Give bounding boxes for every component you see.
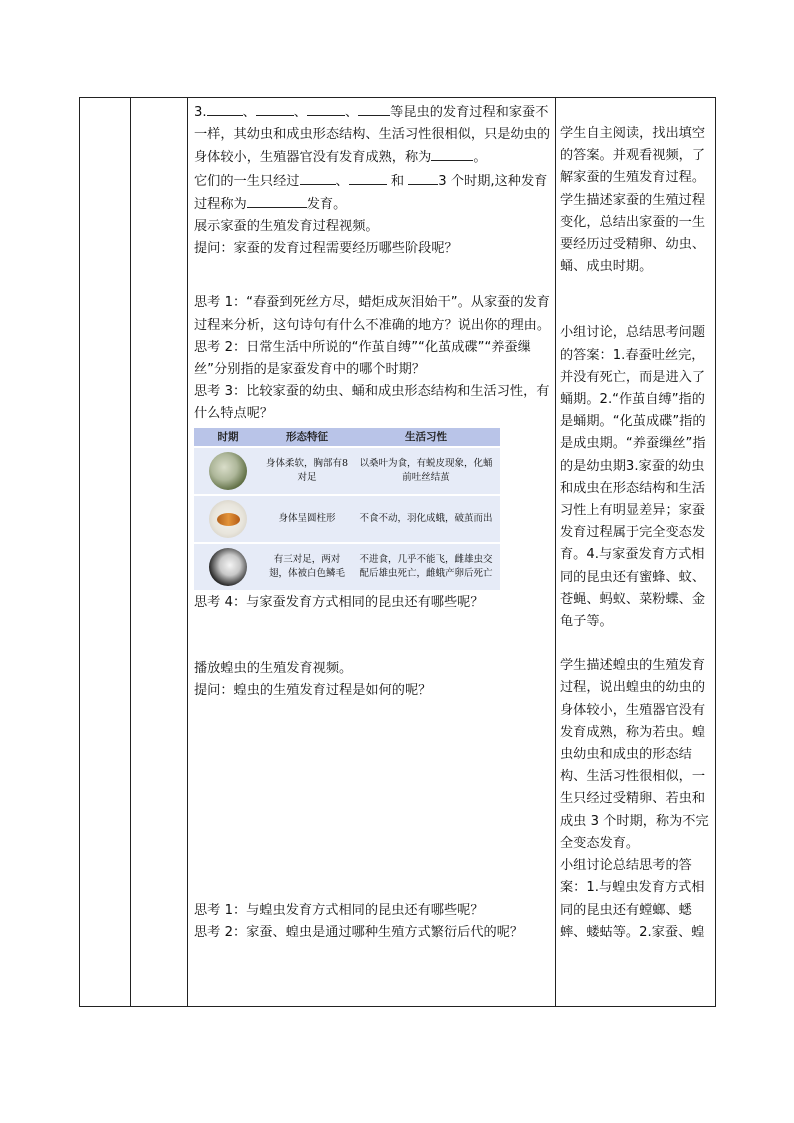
think-1: 思考 1：“春蚕到死丝方尽，蜡炬成灰泪始干”。从家蚕的发育过程来分析，这句诗句有什么不准确的地方？说出你的理由。	[194, 295, 551, 333]
header-habit: 生活习性	[352, 428, 500, 447]
teacher-activity-cell	[188, 98, 556, 1006]
silkworm-stage-table	[194, 428, 500, 590]
student-p2: 学生描述家蚕的生殖过程变化，总结出家蚕的一生要经历过受精卵、幼虫、蛹、成虫时期。	[560, 192, 706, 275]
silkworm-pupa-photo	[209, 500, 247, 538]
lesson-table	[79, 97, 716, 1007]
think-2: 思考 2：日常生活中所说的“作茧自缚”“化茧成碟”“养蚕缫丝”分别指的是家蚕发育中的哪个时期？	[194, 339, 531, 378]
table-row	[194, 495, 500, 543]
header-form: 形态特征	[262, 428, 352, 447]
student-p4: 学生描述蝗虫的生殖发育过程，说出蝗虫的幼虫的身体较小，生殖器官没有发育成熟，称为若虫。蝗虫幼虫和成虫的形态结构、生活习性很相似，一生只经过受精卵、若虫和成虫 3 个时期，称为不完全变态发育。	[560, 658, 709, 851]
question-locust: 提问：蝗虫的生殖发育过程是如何的呢？	[194, 683, 432, 699]
student-p5: 小组讨论总结思考的答案：1.与蝗虫发育方式相同的昆虫还有螳螂、蟋蟀、蝼蛄等。2.家蚕、蝗	[560, 858, 705, 940]
fill-in-question-3: 3. 、 、 、 等昆虫的发育过程和家蚕不一样，其幼虫和成虫形态结构、生活习性很相似，只是幼虫的身体较小，生殖器官没有发育成熟，称为 。 它们的一生只经过 、 和 3 个时期,这种发育过程称为 发育。	[194, 101, 552, 216]
think-3: 思考 3：比较家蚕的幼虫、蛹和成虫形态结构和生活习性，有什么特点呢？	[194, 384, 550, 422]
form-cell: 身体呈圆柱形	[262, 495, 352, 543]
silkworm-larva-photo	[209, 452, 247, 490]
habit-cell: 不进食，几乎不能飞，雌雄虫交配后雄虫死亡，雌蛾产卵后死亡	[352, 543, 500, 590]
form-cell: 身体柔软，胸部有8对足	[262, 447, 352, 495]
header-stage: 时期	[194, 428, 262, 447]
think-1-locust: 思考 1：与蝗虫发育方式相同的昆虫还有哪些呢？	[194, 903, 484, 919]
column-divider	[130, 98, 131, 1006]
play-locust-video: 播放蝗虫的生殖发育视频。	[194, 660, 353, 676]
show-video-text: 展示家蚕的生殖发育过程视频。	[194, 219, 379, 235]
student-p3: 小组讨论，总结思考问题的答案：1.春蚕吐丝完，并没有死亡，而是进入了蛹期。2.“作茧自缚”指的是蛹期。“化茧成碟”指的是成虫期。“养蚕缫丝”指的是幼虫期3.家蚕的幼虫和成虫在形态结构和生活习性上有明显差异；家蚕发育过程属于完全变态发育。4.与家蚕发育方式相同的昆虫还有蜜蜂、蚊、苍蝇、蚂蚁、菜粉蝶、金龟子等。	[560, 325, 706, 630]
student-activity-cell	[556, 98, 716, 1006]
form-cell: 有三对足，两对翅，体被白色鳞毛	[262, 543, 352, 590]
habit-cell: 以桑叶为食，有蜕皮现象，化蛹前吐丝结茧	[352, 447, 500, 495]
student-p1: 学生自主阅读，找出填空的答案。并观看视频，了解家蚕的生殖发育过程。	[560, 126, 706, 186]
question-silkworm: 提问：家蚕的发育过程需要经历哪些阶段呢？	[194, 241, 458, 257]
silkworm-moth-photo	[209, 548, 247, 586]
table-row	[194, 543, 500, 590]
habit-cell: 不食不动，羽化成蛾，破茧而出	[352, 495, 500, 543]
think-4: 思考 4：与家蚕发育方式相同的昆虫还有哪些呢？	[194, 594, 484, 610]
table-row	[194, 447, 500, 495]
think-2-locust: 思考 2：家蚕、蝗虫是通过哪种生殖方式繁衍后代的呢？	[194, 925, 524, 941]
